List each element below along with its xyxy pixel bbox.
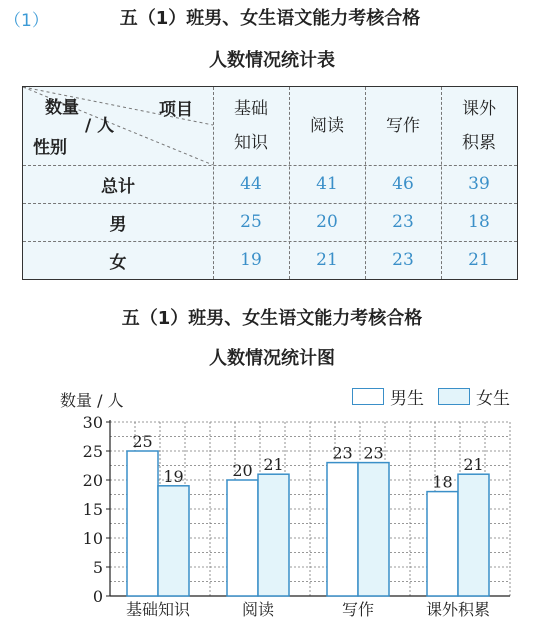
y-tick-label: 20	[82, 471, 103, 490]
bar	[158, 486, 189, 596]
table-cell: 18	[468, 212, 490, 232]
column-header-extracurricular: 课外 积累	[462, 99, 496, 153]
diagonal-header-cell	[23, 87, 213, 165]
bar-value-label: 21	[463, 455, 484, 475]
column-header-writing: 写作	[386, 116, 420, 136]
header-unit-label: / 人	[85, 116, 115, 136]
y-tick-label: 15	[82, 500, 103, 519]
bar-value-label: 23	[332, 443, 353, 463]
x-tick-label: 基础知识	[125, 600, 191, 619]
x-tick-label: 阅读	[241, 600, 275, 619]
question-number: （1）	[4, 11, 49, 31]
table-divider	[23, 165, 517, 166]
y-tick-label: 25	[82, 442, 103, 461]
bar	[327, 463, 358, 596]
table-divider	[23, 241, 517, 242]
bar-value-label: 23	[363, 443, 384, 463]
header-count-label: 数量	[45, 98, 79, 118]
bar-value-label: 18	[432, 472, 453, 492]
bar-value-label: 21	[263, 455, 284, 475]
table-cell: 25	[240, 212, 262, 232]
bar	[227, 480, 258, 596]
legend-label-male: 男生	[390, 389, 424, 409]
chart-title-line2: 人数情况统计图	[209, 348, 335, 369]
y-tick-label: 0	[92, 587, 103, 606]
table-cell: 21	[316, 250, 338, 270]
table-divider	[441, 87, 442, 279]
bar-value-label: 20	[232, 461, 253, 480]
table-divider	[289, 87, 290, 279]
chart-title-line1: 五（1）班男、女生语文能力考核合格	[121, 308, 423, 329]
bar	[458, 474, 489, 596]
y-tick-label: 10	[82, 529, 103, 548]
bar-value-label: 25	[132, 432, 153, 451]
row-header-total: 总计	[101, 176, 135, 197]
header-gender-label: 性别	[33, 138, 67, 158]
y-tick-label: 30	[82, 413, 103, 432]
bar	[127, 451, 158, 596]
column-header-basic-knowledge: 基础 知识	[234, 99, 268, 153]
table-divider	[23, 203, 517, 204]
chart-plot	[0, 374, 544, 640]
statistics-table	[22, 86, 518, 280]
row-header-male: 男	[109, 214, 127, 235]
table-cell: 46	[392, 174, 414, 194]
bar-chart	[0, 374, 544, 640]
table-cell: 20	[316, 212, 338, 232]
table-cell: 23	[392, 250, 414, 270]
bar	[427, 492, 458, 596]
table-divider	[365, 87, 366, 279]
table-cell: 41	[316, 174, 338, 194]
row-header-female: 女	[109, 252, 127, 273]
bar	[258, 474, 289, 596]
table-cell: 23	[392, 212, 414, 232]
header-item-label: 项目	[159, 100, 193, 120]
table-title-line1: 五（1）班男、女生语文能力考核合格	[119, 8, 421, 29]
table-cell: 44	[240, 174, 262, 194]
y-tick-label: 5	[92, 558, 103, 577]
table-title-line2: 人数情况统计表	[209, 50, 335, 71]
x-tick-label: 写作	[341, 600, 375, 619]
legend-label-female: 女生	[476, 389, 510, 409]
x-tick-label: 课外积累	[425, 600, 491, 619]
bar-value-label: 19	[163, 466, 184, 486]
table-cell: 39	[468, 174, 490, 194]
y-axis-label: 数量 / 人	[60, 391, 124, 410]
column-header-reading: 阅读	[310, 116, 344, 136]
table-cell: 19	[240, 250, 262, 270]
bar	[358, 463, 389, 596]
table-cell: 21	[468, 250, 490, 270]
table-divider	[213, 87, 214, 279]
